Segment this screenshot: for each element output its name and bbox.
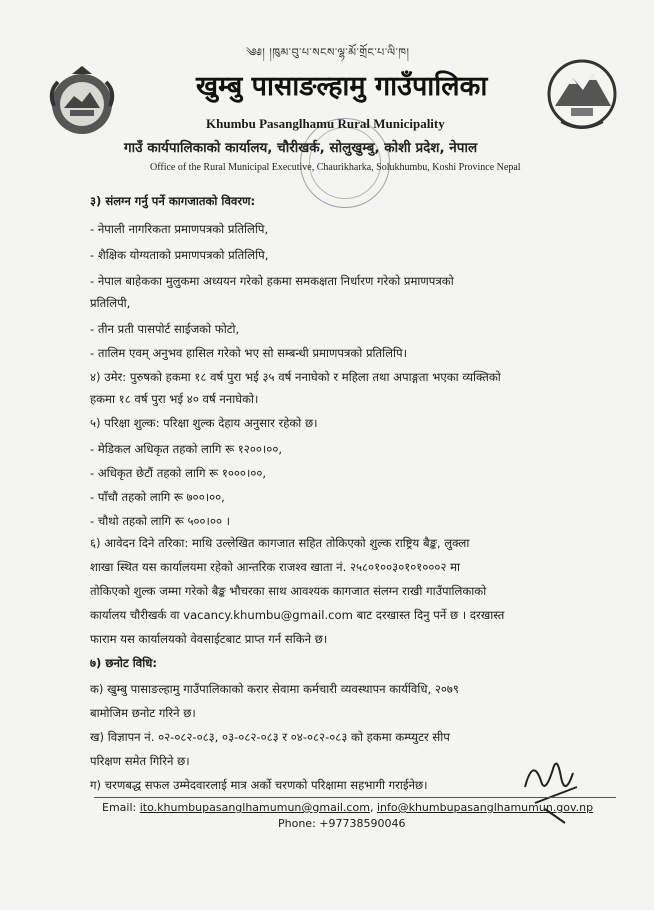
list-item: - पाँचौ तहको लागि रू ७००।००, [90,490,225,504]
list-item: - मेडिकल अधिकृत तहको लागि रू १२००।००, [90,442,283,456]
municipality-title-english: Khumbu Pasanglhamu Rural Municipality [206,116,445,131]
list-item: - चौथो तहको लागि रू ५००।०० । [90,514,231,528]
email-link-ito[interactable]: ito.khumbupasanglhamumun@gmail.com [139,801,370,814]
list-item: - तालिम एवम् अनुभव हासिल गरेको भए सो सम्बन्धी प्रमाणपत्रको प्रतिलिपि। [90,346,407,360]
email-link-info[interactable]: info@khumbupasanglhamumun.gov.np [376,801,594,814]
section-heading-selection-method: ७) छनोट विधि: [90,656,158,670]
paragraph-line: तोकिएको शुल्क जम्मा गरेको बैङ्क भौचरका साथ आवश्यक कागजात संलग्न राखी गाउँपालिकाको [90,584,487,598]
paragraph-line: फाराम यस कार्यालयको वेवसाईटबाट प्राप्त गर्न सकिने छ। [90,632,328,646]
municipality-title-nepali: खुम्बु पासाङल्हामु गाउँपालिका [196,71,488,102]
list-item: परिक्षण समेत गिरिने छ। [90,754,190,768]
nepal-emblem-logo [42,62,122,142]
section-heading-application-method: ६) आवेदन दिने तरिका: माथि उल्लेखित कागजात सहित तोकिएको शुल्क राष्ट्रिय बैङ्क, लुक्ला [90,536,470,550]
municipality-mountain-logo [545,56,619,138]
list-item: क) खुम्बु पासाङल्हामु गाउँपालिकाको करार सेवामा कर्मचारी व्यवस्थापन कार्यविधि, २०७९ [90,682,459,696]
list-item: - तीन प्रती पासपोर्ट साईजको फोटो, [90,322,240,336]
office-address-nepali: गाउँ कार्यपालिकाको कार्यालय, चौरीखर्क, सोलुखुम्बु, कोशी प्रदेश, नेपाल [124,140,478,156]
email-label: Email: [102,801,137,814]
section-heading-age: ४) उमेर: पुरुषको हकमा १८ वर्ष पुरा भई ३५ वर्ष ननाघेको र महिला तथा अपाङ्गता भएका व्यक्तिको [90,370,501,384]
list-item: बामोजिम छनोट गरिने छ। [90,706,196,720]
list-item: - नेपाल बाहेकका मुलुकमा अध्ययन गरेको हकमा समकक्षता निर्धारण गरेको प्रमाणपत्रको [90,274,454,288]
list-item: ग) चरणबद्ध सफल उम्मेदवारलाई मात्र अर्को चरणको परिक्षामा सहभागी गराईनेछ। [90,778,428,792]
paragraph-line: कार्यालय चौरीखर्क वा vacancy.khumbu@gmail.com बाट दरखास्त दिनु पर्ने छ । दरखास्त [90,608,505,622]
tibetan-header-line: ༄༅། །ཁུམ་བུ་པ་སངས་ལྷ་མོ་གྲོང་པ་ལི་ཁ། [246,46,410,59]
office-address-english: Office of the Rural Municipal Executive, Chaurikharka, Solukhumbu, Koshi Province Nepal [150,162,521,173]
list-item: - नेपाली नागरिकता प्रमाणपत्रको प्रतिलिपि, [90,222,269,236]
footer-email-line: Email: ito.khumbupasanglhamumun@gmail.com, info@khumbupasanglhamumun.gov.np [102,801,594,814]
list-item: प्रतिलिपी, [90,296,131,310]
paragraph-line: हकमा १८ वर्ष पुरा भई ४० वर्ष ननाघेको। [90,392,259,406]
section-heading-documents: ३) संलग्न गर्नु पर्ने कागजातको विवरण: [90,194,256,208]
list-item: - शैक्षिक योग्यताको प्रमाणपत्रको प्रतिलिपि, [90,248,269,262]
paragraph-line: शाखा स्थित यस कार्यालयमा रहेको आन्तरिक राजश्व खाता नं. २५८०१००३०१०१०००२ मा [90,560,461,574]
footer-phone: Phone: +97738590046 [278,817,406,830]
handwritten-signature [515,747,585,827]
list-item: ख) विज्ञापन नं. ०२-०८२-०८३, ०३-०८२-०८३ र ०४-०८२-०८३ को हकमा कम्प्युटर सीप [90,730,450,744]
footer-divider [94,797,616,798]
list-item: - अधिकृत छेटौं तहको लागि रू १०००।००, [90,466,267,480]
section-heading-exam-fee: ५) परिक्षा शुल्क: परिक्षा शुल्क देहाय अनुसार रहेको छ। [90,416,318,430]
